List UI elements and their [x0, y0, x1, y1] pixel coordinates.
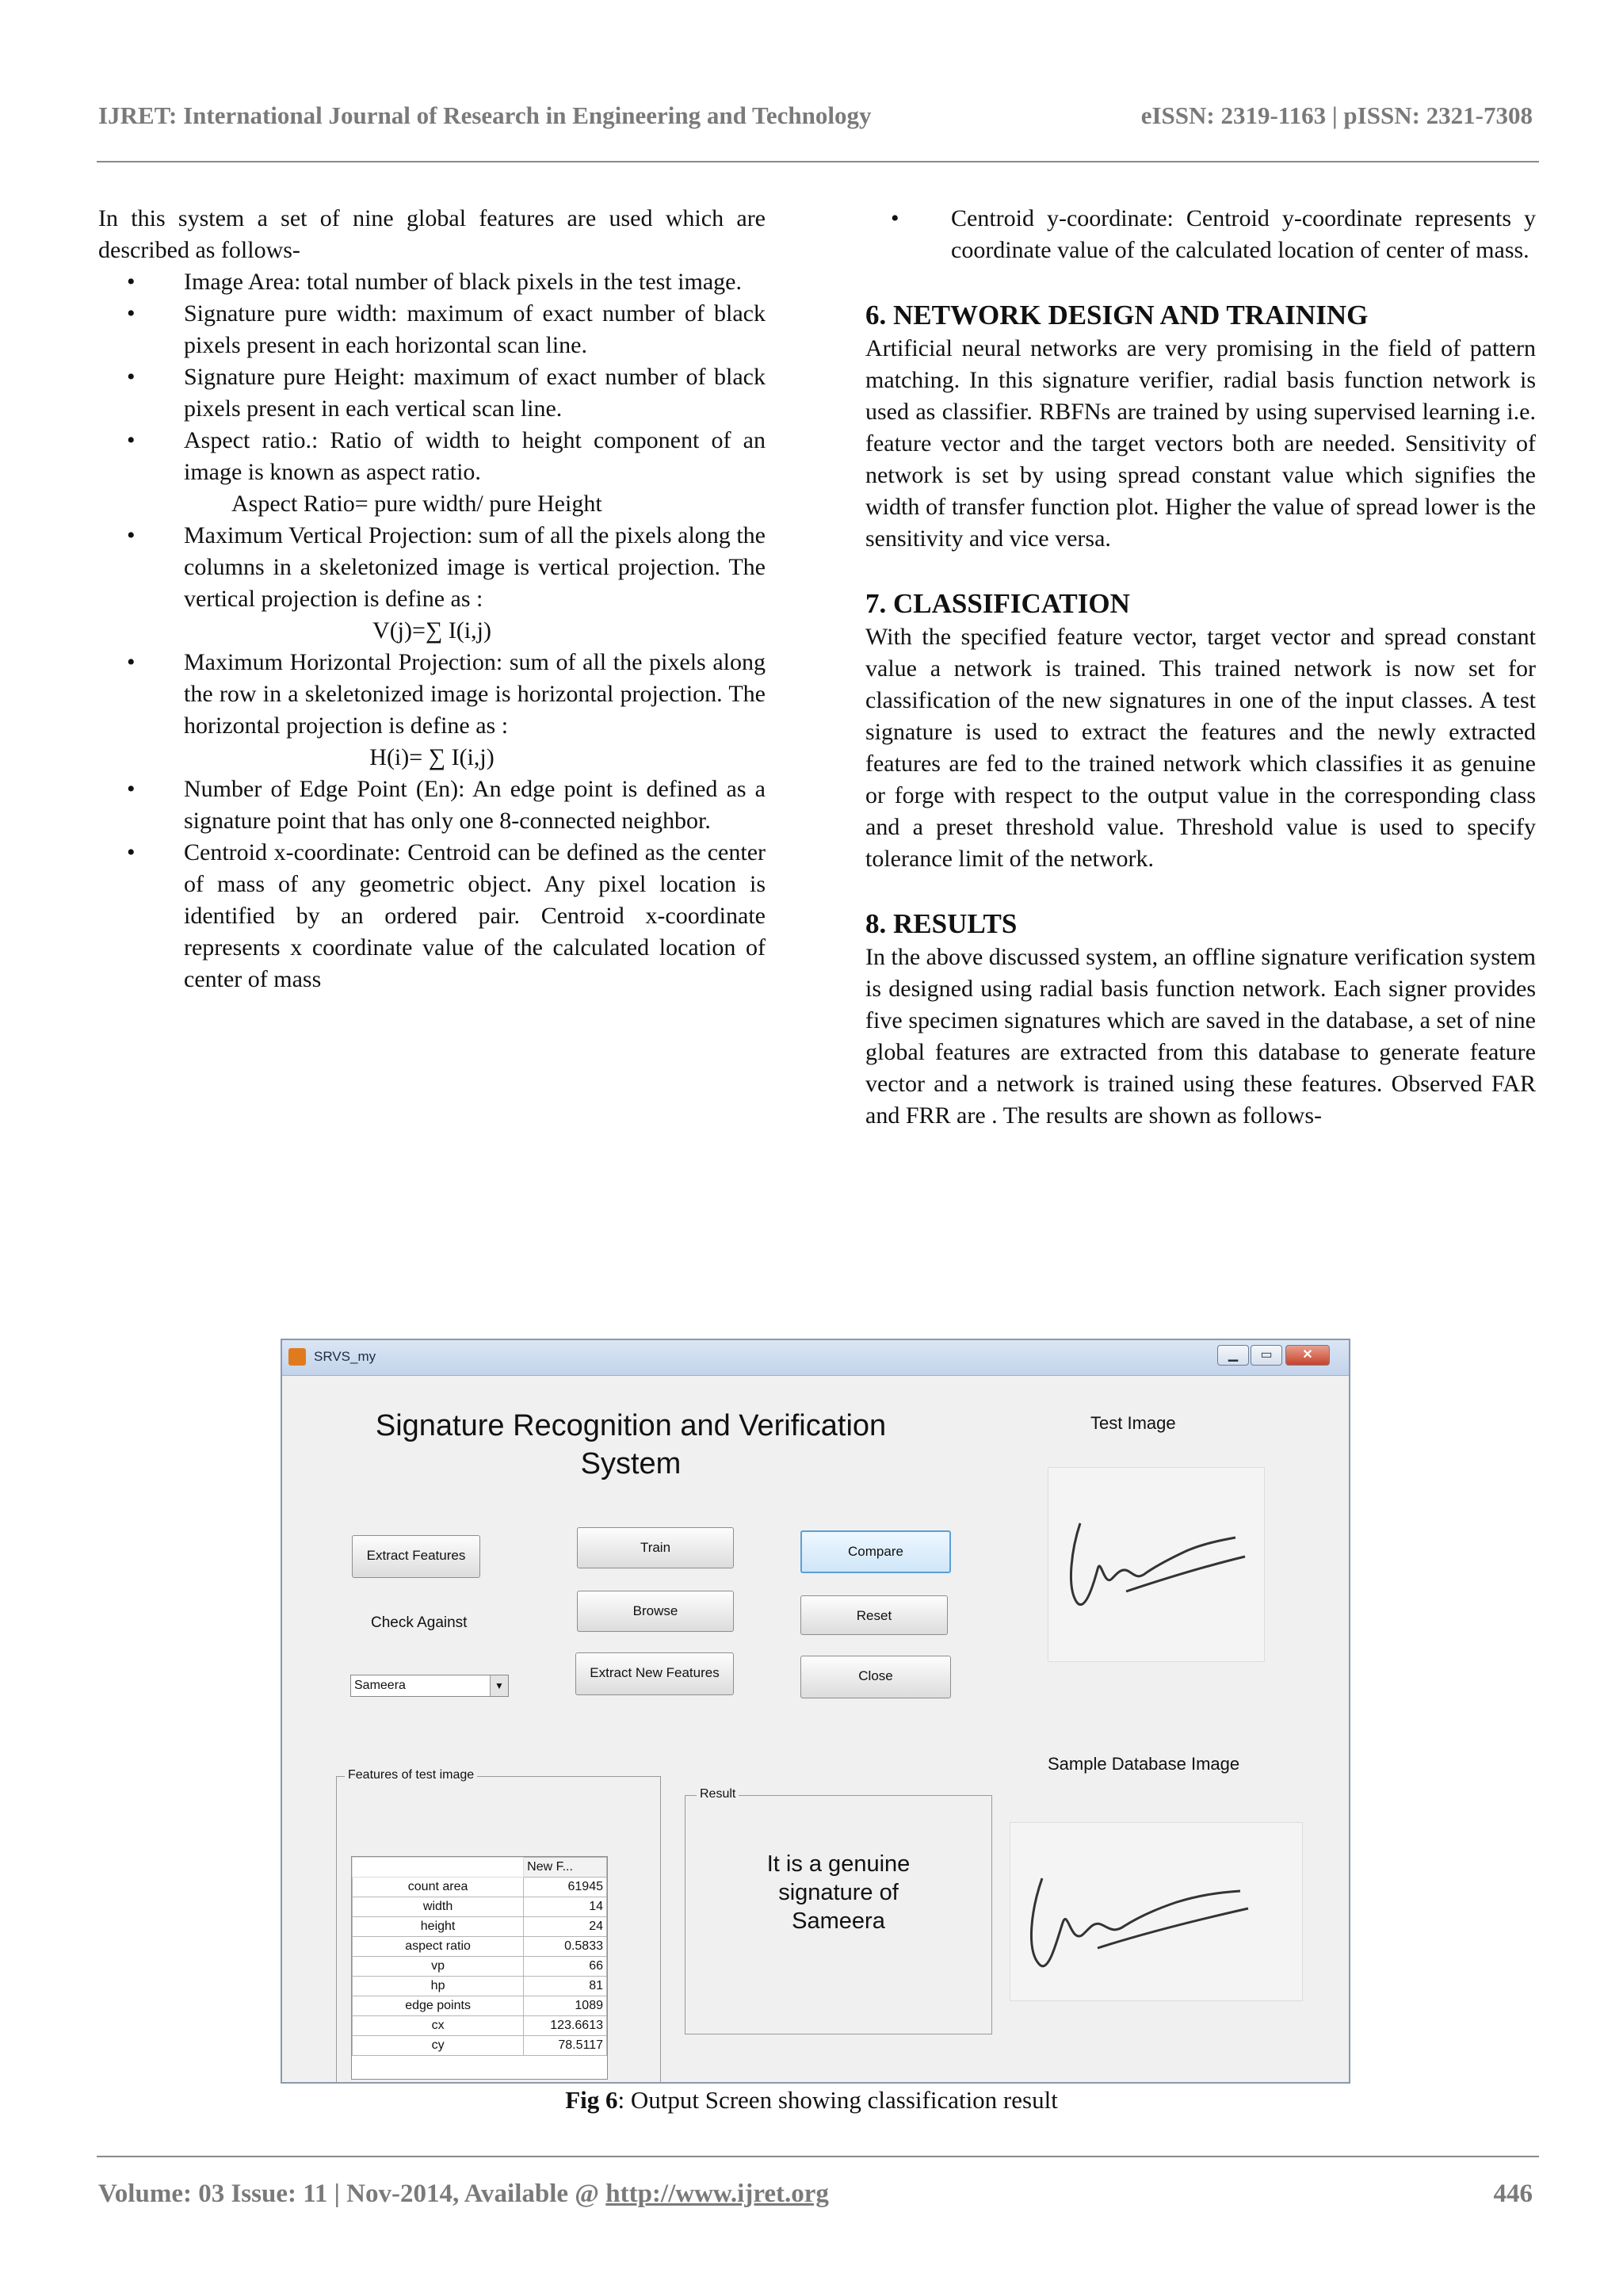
figure-caption [0, 2086, 1623, 2115]
result-message [685, 1850, 991, 1935]
feature-value: 0.5833 [524, 1937, 607, 1957]
section-6-title: 6. NETWORK DESIGN AND TRAINING [865, 300, 1369, 330]
bullet-text: Image Area: total number of black pixels in the test image. [184, 269, 742, 295]
feature-name: hp [353, 1977, 524, 1996]
vertical-projection-equation: V(j)=∑ I(i,j) [372, 617, 491, 644]
result-panel-title: Result [697, 1787, 739, 1801]
browse-button[interactable]: Browse [577, 1591, 734, 1632]
issn-header: eISSN: 2319-1163 | pISSN: 2321-7308 [1140, 101, 1533, 129]
bullet-text: Number of Edge Point (En): An edge point is defined as a signature point that has only one 8-connected neighbor. [184, 776, 766, 834]
feature-list-hp [98, 647, 766, 742]
check-against-label: Check Against [371, 1614, 468, 1631]
feature-value: 61945 [524, 1878, 607, 1897]
feature-value: 14 [524, 1897, 607, 1917]
list-item [98, 647, 766, 742]
bullet-text: Signature pure width: maximum of exact number of black pixels present in each horizontal scan line. [184, 300, 766, 358]
maximize-button[interactable]: ▭ [1251, 1345, 1282, 1366]
test-image-label: Test Image [1090, 1413, 1176, 1433]
title-bar [282, 1340, 1349, 1376]
feature-name: height [353, 1917, 524, 1937]
list-item [98, 774, 766, 837]
list-item [98, 361, 766, 425]
train-button[interactable]: Train [577, 1527, 734, 1568]
bullet-icon: • [127, 364, 136, 390]
matlab-app-icon [288, 1348, 306, 1366]
table-row [353, 1917, 607, 1937]
feature-list-vp [98, 520, 766, 615]
section-7-text: With the specified feature vector, target vector and spread constant value a network is trained. This trained network is now set for classification of the new signatures in one of the input classes. A test signature is used to extract the features and the newly extracted features are fed to the trained network which classifies it as genuine or forge with respect to the output value in the corresponding class and a preset threshold value. Threshold value is used to specify tolerance limit of the network. [865, 624, 1536, 872]
horizontal-projection-equation: H(i)= ∑ I(i,j) [369, 744, 495, 770]
list-item [98, 298, 766, 361]
table-row [353, 2016, 607, 2036]
footer-url-link[interactable]: http://www.ijret.org [605, 2179, 829, 2208]
bullet-text: Maximum Horizontal Projection: sum of all the pixels along the row in a skeletonized image is horizontal projection. The horizontal projection is define as : [184, 649, 766, 739]
figure-caption-text: : Output Screen showing classification result [617, 2086, 1058, 2114]
table-row [353, 2036, 607, 2056]
footer-volume-text: Volume: 03 Issue: 11 | Nov-2014, Available @ [98, 2179, 606, 2208]
table-row [353, 1878, 607, 1897]
app-main-title [306, 1407, 956, 1483]
table-row [353, 1897, 607, 1917]
result-panel [685, 1787, 992, 2034]
features-panel-title: Features of test image [345, 1768, 477, 1782]
bullet-text: Centroid x-coordinate: Centroid can be defined as the center of mass of any geometric object. Any pixel location is identified by an ordered pair. Centroid x-coordinate represents x coordinate value of the calculated location of center of mass [184, 839, 766, 992]
feature-list-cy [865, 203, 1536, 266]
bullet-icon: • [127, 776, 136, 802]
minimize-button[interactable]: ▁ [1217, 1345, 1249, 1366]
test-signature-image [1048, 1467, 1265, 1662]
app-title-line2: System [580, 1447, 682, 1480]
bullet-icon: • [127, 522, 136, 548]
feature-value: 81 [524, 1977, 607, 1996]
test-signature-drawing [1048, 1468, 1264, 1661]
features-panel [336, 1768, 661, 2084]
footer-volume [98, 2179, 829, 2209]
sample-image-label: Sample Database Image [1048, 1754, 1240, 1774]
feature-name: vp [353, 1957, 524, 1977]
feature-value: 24 [524, 1917, 607, 1937]
bullet-text: Maximum Vertical Projection: sum of all the pixels along the columns in a skeletonized image is vertical projection. The vertical projection is define as : [184, 522, 766, 612]
bullet-icon: • [127, 427, 136, 453]
feature-value: 78.5117 [524, 2036, 607, 2056]
window-close-button[interactable]: ✕ [1285, 1345, 1330, 1366]
signer-dropdown[interactable] [350, 1675, 509, 1697]
list-item [98, 520, 766, 615]
figure-label: Fig 6 [565, 2086, 618, 2114]
table-row [353, 1957, 607, 1977]
bullet-icon: • [127, 269, 136, 295]
feature-name: count area [353, 1878, 524, 1897]
footer-rule [97, 2156, 1539, 2157]
feature-name: cy [353, 2036, 524, 2056]
result-line2: signature of [778, 1880, 899, 1905]
right-column [865, 203, 1536, 1132]
aspect-ratio-equation: Aspect Ratio= pure width/ pure Height [231, 491, 602, 517]
section-8-text: In the above discussed system, an offline signature verification system is designed using radial basis function network. Each signer provides five specimen signatures which are saved in the database, a set of nine global features are extracted from this database to generate feature vector and a network is trained using these features. Observed FAR and FRR are . The results are shown as follows- [865, 944, 1536, 1129]
compare-button[interactable]: Compare [800, 1530, 951, 1573]
page-number: 446 [1493, 2179, 1533, 2208]
left-column [98, 203, 766, 995]
sample-signature-drawing [1010, 1823, 1302, 2000]
extract-features-button[interactable]: Extract Features [352, 1535, 480, 1578]
bullet-icon: • [127, 300, 136, 327]
header-blank-cell [353, 1858, 524, 1878]
result-line1: It is a genuine [766, 1851, 911, 1877]
feature-value: 1089 [524, 1996, 607, 2016]
section-7-title: 7. CLASSIFICATION [865, 588, 1130, 619]
section-8-title: 8. RESULTS [865, 908, 1018, 939]
chevron-down-icon[interactable]: ▼ [490, 1675, 508, 1696]
features-table [352, 1857, 607, 2056]
bullet-text: Centroid y-coordinate: Centroid y-coordinate represents y coordinate value of the calculated location of center of mass. [951, 205, 1536, 263]
reset-button[interactable]: Reset [800, 1595, 948, 1635]
bullet-text: Aspect ratio.: Ratio of width to height component of an image is known as aspect ratio. [184, 427, 766, 485]
journal-header: IJRET: International Journal of Research in Engineering and Technology [98, 101, 872, 129]
feature-name: width [353, 1897, 524, 1917]
list-item [98, 266, 766, 298]
feature-list-b [98, 774, 766, 995]
window-title: SRVS_my [314, 1349, 376, 1364]
section-6-text: Artificial neural networks are very promising in the field of pattern matching. In this signature verifier, radial basis function network is used as classifier. RBFNs are trained by using supervised learning i.e. feature vector and the target vectors both are needed. Sensitivity of network is set by using spread constant value which signifies the width of transfer function plot. Higher the value of spread lower is the sensitivity and vice versa. [865, 335, 1536, 552]
list-item [98, 837, 766, 995]
app-title-line1: Signature Recognition and Verification [375, 1409, 887, 1442]
close-button[interactable]: Close [800, 1656, 951, 1698]
dropdown-value: Sameera [354, 1679, 406, 1692]
result-line3: Sameera [792, 1908, 885, 1934]
list-item [98, 425, 766, 488]
bullet-icon: • [127, 649, 136, 675]
feature-value: 123.6613 [524, 2016, 607, 2036]
bullet-text: Signature pure Height: maximum of exact number of black pixels present in each vertical scan line. [184, 364, 766, 422]
table-row [353, 1977, 607, 1996]
feature-name: cx [353, 2016, 524, 2036]
list-item [865, 203, 1536, 266]
feature-value: 66 [524, 1957, 607, 1977]
feature-name: edge points [353, 1996, 524, 2016]
table-header-row [353, 1858, 607, 1878]
table-row [353, 1996, 607, 2016]
sample-signature-image [1010, 1822, 1303, 2001]
features-intro: In this system a set of nine global features are used which are described as follows- [98, 205, 766, 263]
bullet-icon: • [127, 839, 136, 865]
features-table-box [351, 1856, 608, 2080]
app-window [281, 1339, 1350, 2084]
feature-name: aspect ratio [353, 1937, 524, 1957]
feature-list-a [98, 266, 766, 488]
header-rule [97, 161, 1539, 162]
table-row [353, 1937, 607, 1957]
column-header: New F... [524, 1858, 607, 1878]
extract-new-features-button[interactable]: Extract New Features [575, 1652, 734, 1695]
bullet-icon: • [891, 205, 899, 231]
